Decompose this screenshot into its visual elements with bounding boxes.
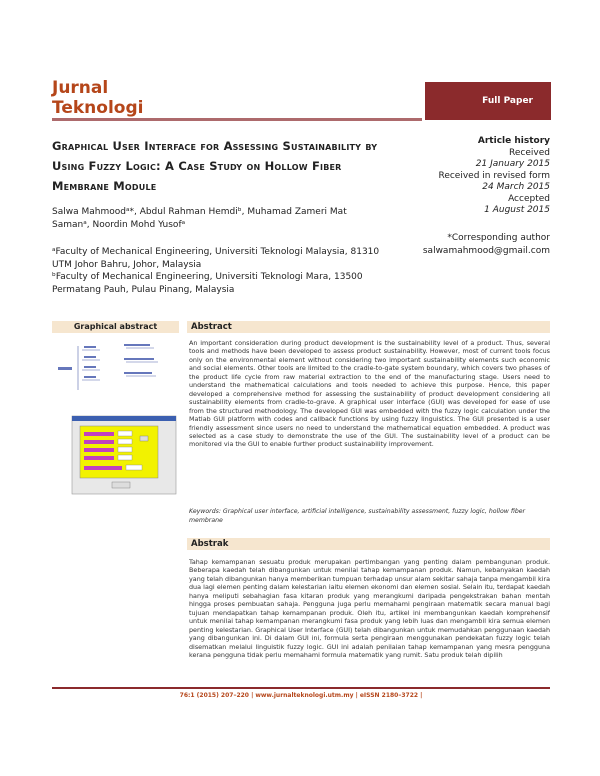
abstract-heading-label: Abstract xyxy=(191,322,232,332)
keywords-list: : Graphical user interface, artificial intelligence, sustainability assessment, fuzzy logic, hollow fiber membrane xyxy=(189,508,526,524)
gui-window-sketch xyxy=(72,416,176,494)
accepted-label: Accepted xyxy=(508,193,550,204)
corresponding-author xyxy=(400,232,550,257)
abstract-text: An important consideration during product development is the sustainability level of a product. Thus, several tools and methods have been developed to assess product sustainability. However, most of current tools focus only on the environmental element without considering two important sustainability elements such economic and social elements. Other tools are limited to the cradle-to-gate system boundary, which covers two phases of the product life cycle from raw material extraction to the end of the manufacturing stage. Users need to understand the mathematical calculations and tools needed to achieve this purpose. Hence, this paper developed a comprehensive method for assessing the sustainability of product development considering all sustainability elements from cradle-to-grave. A graphical user interface (GUI) was developed for ease of use from the structured methodology. The developed GUI was embedded with the fuzzy logic calculation under the Matlab GUI platform with codes and callback functions by using fuzzy linguistics. The GUI presented is a user friendly assessment since users no need to understand the mathematical equation embedded. A product was selected as a case study to demonstrate the use of the GUI. The sustainability level of a product can be monitored via the GUI to enable further product sustainability improvement. xyxy=(189,339,550,449)
graphical-abstract-figure xyxy=(56,340,180,500)
page-footer: 76:1 (2015) 207–220 | www.jurnalteknologi.utm.my | eISSN 2180–3722 | xyxy=(179,692,423,699)
affiliation-a: ᵃFaculty of Mechanical Engineering, Universiti Teknologi Malaysia, 81310 UTM Johor Bahru, Johor, Malaysia xyxy=(52,247,380,270)
journal-name xyxy=(52,78,143,118)
received-date: 21 January 2015 xyxy=(475,159,550,169)
journal-name-line1: Jurnal xyxy=(52,78,109,98)
affiliations xyxy=(52,246,387,296)
abstrak-heading-label: Abstrak xyxy=(191,539,229,549)
authors: Salwa Mahmoodᵃ*, Abdul Rahman Hemdiᵇ, Muhamad Zameri Mat Samanᵃ, Noordin Mohd Yusofᵃ xyxy=(52,207,347,230)
equation-glyphs xyxy=(58,344,154,378)
keywords xyxy=(189,508,550,525)
affiliation-b: ᵇFaculty of Mechanical Engineering, Universiti Teknologi Mara, 13500 Permatang Pauh, Pulau Pinang, Malaysia xyxy=(52,272,363,295)
keywords-label: Keywords xyxy=(189,508,219,515)
history-heading: Article history xyxy=(477,136,550,146)
corresponding-label: *Corresponding author xyxy=(447,233,550,243)
revised-label: Received in revised form xyxy=(438,170,550,181)
accepted-date: 1 August 2015 xyxy=(484,205,550,215)
journal-name-line2: Teknologi xyxy=(52,98,144,118)
paper-type-label: Full Paper xyxy=(482,96,533,106)
received-label: Received xyxy=(509,147,550,158)
equation-fraction-lines xyxy=(82,350,100,380)
corresponding-email[interactable]: salwamahmood@gmail.com xyxy=(422,245,550,256)
abstract-heading xyxy=(187,321,550,333)
article-history xyxy=(400,136,550,217)
abstrak-text: Tahap kemampanan sesuatu produk merupakan pertimbangan yang penting dalam pembangunan produk. Beberapa kaedah telah dibangunkan untuk menilai tahap kemampanan produk. Namun, kebanyakan kaedah yang telah dibangunkan hanya memberikan tumpuan terhadap unsur alam sekitar sahaja tanpa mengambil kira dua lagi elemen penting dalam kelestarian iaitu elemen ekonomi dan elemen sosial. Selain itu, terdapat kaedah hanya meliputi sebahagian fasa kitaran produk yang merangkumi daripada pengekstrakan bahan mentah hingga proses pembuatan sahaja. Pengguna juga perlu memahami pengiraan matematik secara manual bagi tujuan mendapatkan tahap kemampanan produk. Oleh itu, artikel ini membangunkan kaedah komprehensif untuk menilai tahap kemampanan merangkumi fasa produk yang lebih luas dan mengambil kira semua elemen penting kelestarian. Graphical User Interface (GUI) telah dibangunkan untuk memudahkan penggunaan kaedah yang dibangunkan ini. Di dalam GUI ini, formula serta pengiraan menggunakan pendekatan fuzzy logic telah disematkan melalui linguistik fuzzy logic. GUI ini adalah penilaian tahap kemampanan yang mesra pengguna kerana pengguna tidak perlu memahami formula matematik yang rumit. Satu produk telah dipilih xyxy=(189,558,550,659)
abstrak-heading xyxy=(187,538,550,550)
equation-condition-lines xyxy=(126,348,158,376)
header-rule xyxy=(52,118,422,121)
paper-type-badge xyxy=(425,82,551,120)
graphical-abstract-heading: Graphical abstract xyxy=(52,321,179,333)
revised-date: 24 March 2015 xyxy=(482,182,550,192)
footer-rule xyxy=(52,687,550,689)
paper-title: Graphical User Interface for Assessing Sustainability by Using Fuzzy Logic: A Case Study on Hollow Fiber Membrane Module xyxy=(52,139,378,193)
